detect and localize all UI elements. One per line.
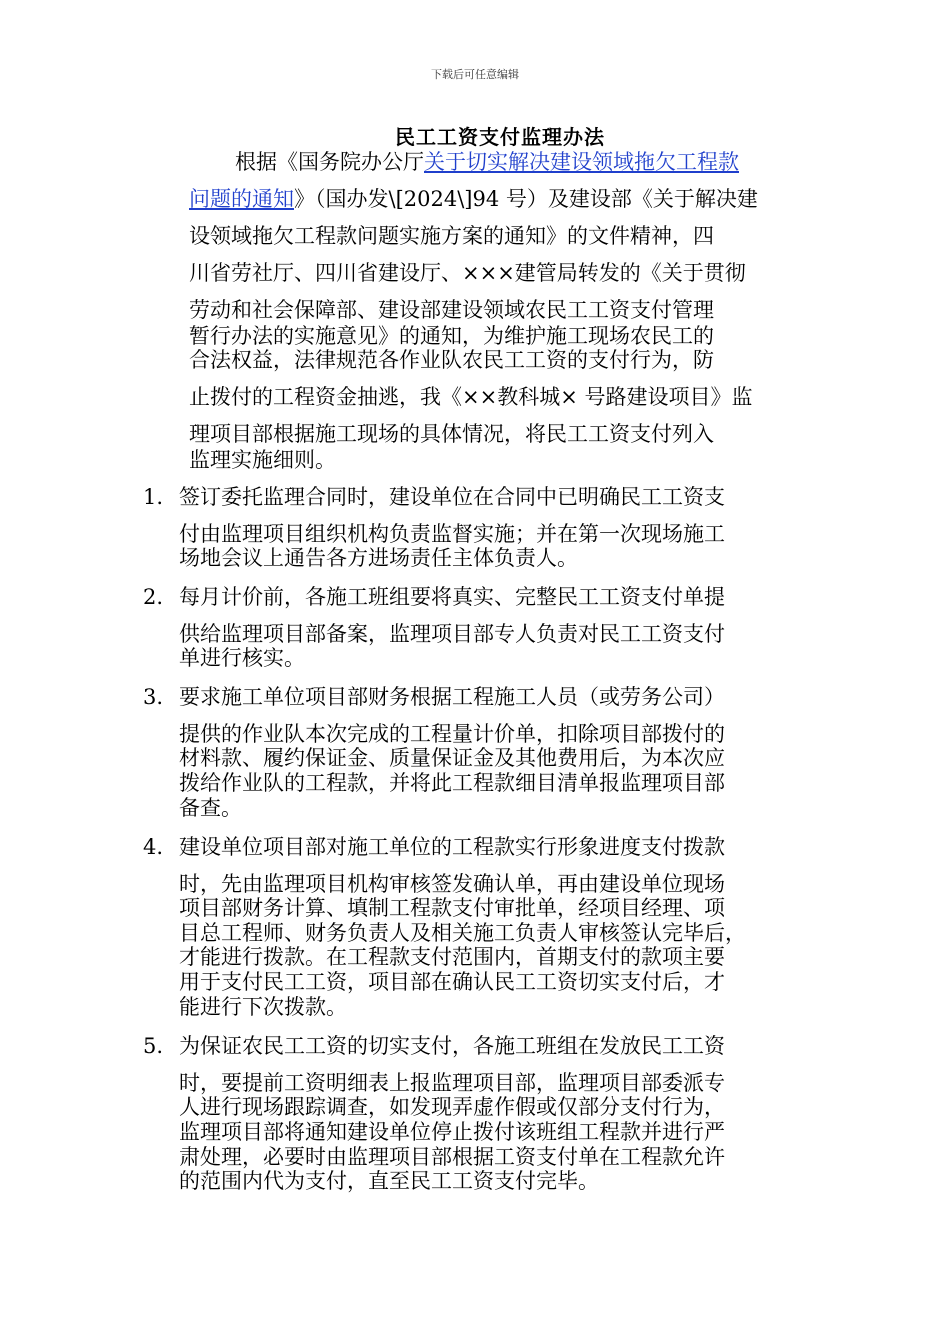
list-item-line: 为保证农民工工资的切实支付，各施工班组在发放民工工资 (179, 1034, 725, 1058)
list-item-line: 材料款、履约保证金、质量保证金及其他费用后，为本次应 (179, 746, 725, 770)
list-item-line: 每月计价前，各施工班组要将真实、完整民工工资支付单提 (179, 585, 725, 609)
list-item-line: 的范围内代为支付，直至民工工资支付完毕。 (179, 1169, 599, 1193)
list-item-line: 签订委托监理合同时，建设单位在合同中已明确民工工资支 (179, 485, 725, 509)
list-item-line: 场地会议上通告各方进场责任主体负责人。 (179, 546, 578, 570)
list-item-line: 时，要提前工资明细表上报监理项目部，监理项目部委派专 (179, 1071, 725, 1095)
notice-link[interactable]: 关于切实解决建设领域拖欠工程款 (424, 150, 739, 174)
list-item-line: 目总工程师、财务负责人及相关施工负责人审核签认完毕后， (179, 921, 746, 945)
intro-line-1-text: 根据《国务院办公厅 (235, 150, 424, 174)
list-item-number: 4. (143, 835, 164, 859)
notice-link-continued[interactable]: 问题的通知 (189, 187, 294, 211)
intro-line-2 (189, 186, 758, 212)
list-item-number: 1. (143, 485, 164, 509)
list-item-line: 供给监理项目部备案，监理项目部专人负责对民工工资支付 (179, 622, 725, 646)
intro-line-9: 理项目部根据施工现场的具体情况，将民工工资支付列入 (189, 422, 714, 446)
intro-line-1 (235, 149, 739, 175)
list-item-line: 付由监理项目组织机构负责监督实施；并在第一次现场施工 (179, 522, 725, 546)
list-item-line: 单进行核实。 (179, 646, 305, 670)
list-item-number: 3. (143, 685, 164, 709)
intro-line-2-text: 》（国办发\[2024\]94 号）及建设部《关于解决建 (294, 187, 758, 211)
list-item-line: 肃处理，必要时由监理项目部根据工资支付单在工程款允许 (179, 1145, 725, 1169)
intro-line-4: 川省劳社厅、四川省建设厅、×××建管局转发的《关于贯彻 (189, 261, 746, 285)
list-item-line: 提供的作业队本次完成的工程量计价单，扣除项目部拨付的 (179, 722, 725, 746)
list-item-line: 能进行下次拨款。 (179, 995, 347, 1019)
intro-line-3: 设领域拖欠工程款问题实施方案的通知》的文件精神，四 (189, 224, 714, 248)
intro-line-10: 监理实施细则。 (189, 448, 336, 472)
list-item-line: 要求施工单位项目部财务根据工程施工人员（或劳务公司） (179, 685, 725, 709)
list-item-line: 用于支付民工工资，项目部在确认民工工资切实支付后，才 (179, 970, 725, 994)
intro-line-6: 暂行办法的实施意见》的通知，为维护施工现场农民工的 (189, 324, 714, 348)
intro-line-7: 合法权益，法律规范各作业队农民工工资的支付行为，防 (189, 348, 714, 372)
list-item-line: 拨给作业队的工程款，并将此工程款细目清单报监理项目部 (179, 771, 725, 795)
list-item-line: 建设单位项目部对施工单位的工程款实行形象进度支付拨款 (179, 835, 725, 859)
list-item-number: 5. (143, 1034, 164, 1058)
list-item-line: 人进行现场跟踪调查，如发现弄虚作假或仅部分支付行为， (179, 1095, 725, 1119)
header-note: 下载后可任意编辑 (431, 68, 519, 81)
intro-line-8: 止拨付的工程资金抽逃，我《××教科城× 号路建设项目》监 (189, 385, 753, 409)
list-item-line: 时，先由监理项目机构审核签发确认单，再由建设单位现场 (179, 872, 725, 896)
intro-line-5: 劳动和社会保障部、建设部建设领域农民工工资支付管理 (189, 298, 714, 322)
list-item-number: 2. (143, 585, 164, 609)
document-title: 民工工资支付监理办法 (395, 125, 605, 149)
list-item-line: 备查。 (179, 796, 242, 820)
list-item-line: 才能进行拨款。在工程款支付范围内，首期支付的款项主要 (179, 945, 725, 969)
list-item-line: 项目部财务计算、填制工程款支付审批单，经项目经理、项 (179, 896, 725, 920)
list-item-line: 监理项目部将通知建设单位停止拨付该班组工程款并进行严 (179, 1120, 725, 1144)
